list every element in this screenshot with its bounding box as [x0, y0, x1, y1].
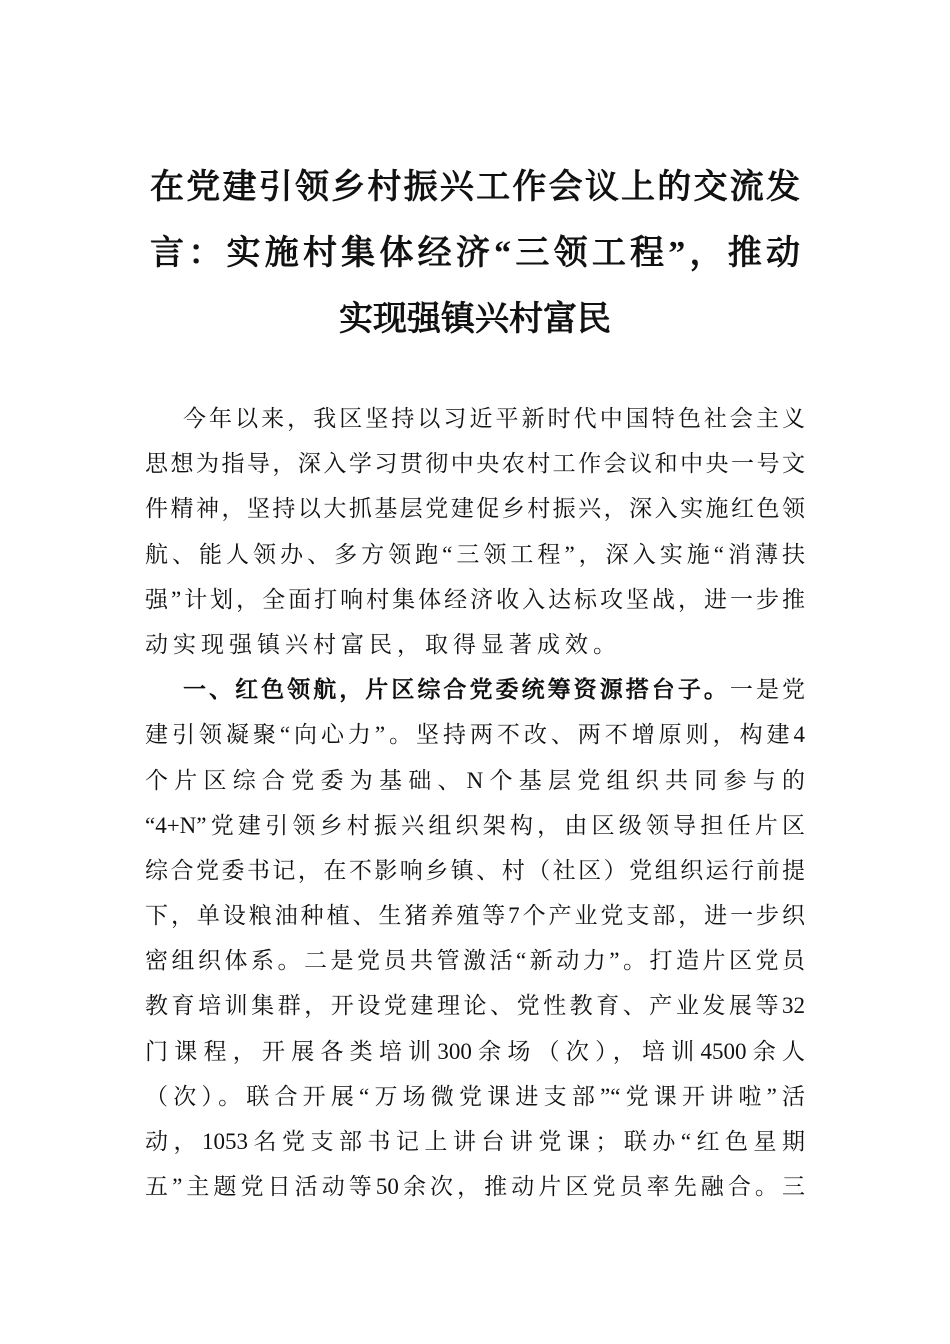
document-title — [150, 160, 800, 358]
text-run: 一是党 — [729, 677, 806, 703]
title-line: 言：实施村集体经济“三领工程”，推动 — [150, 235, 800, 272]
text-line: 个片区综合党委为基础、N个基层党组织共同参与的 — [145, 767, 805, 793]
text-line: 建引领凝聚“向心力”。坚持两不改、两不增原则，构建4 — [145, 722, 805, 748]
text-line: 下，单设粮油种植、生猪养殖等7个产业党支部，进一步织 — [145, 903, 805, 929]
section-heading: 一、红色领航，片区综合党委统筹资源搭台子。 — [183, 677, 730, 703]
text-line: 强”计划，全面打响村集体经济收入达标攻坚战，进一步推 — [145, 586, 805, 612]
text-line: 航、能人领办、多方领跑“三领工程”，深入实施“消薄扶 — [145, 541, 805, 567]
text-line — [145, 669, 805, 714]
text-line: 门课程，开展各类培训300余场（次），培训4500余人 — [145, 1038, 805, 1064]
text-line: 今年以来，我区坚持以习近平新时代中国特色社会主义 — [183, 406, 805, 431]
text-line: 思想为指导，深入学习贯彻中央农村工作会议和中央一号文 — [145, 451, 805, 477]
text-line: （次）。联合开展“万场微党课进支部”“党课开讲啦”活 — [145, 1083, 805, 1109]
text-line: 教育培训集群，开设党建理论、党性教育、产业发展等32 — [145, 993, 805, 1019]
paragraph-intro — [145, 398, 805, 669]
text-line: 综合党委书记，在不影响乡镇、村（社区）党组织运行前提 — [145, 857, 805, 883]
text-line: 件精神，坚持以大抓基层党建促乡村振兴，深入实施红色领 — [145, 496, 805, 522]
title-line: 在党建引领乡村振兴工作会议上的交流发 — [150, 169, 800, 206]
paragraph-section-1 — [145, 669, 805, 1211]
text-line: 五”主题党日活动等50余次，推动片区党员率先融合。三 — [145, 1174, 805, 1200]
text-line: 动实现强镇兴村富民，取得显著成效。 — [145, 631, 621, 657]
text-line: 密组织体系。二是党员共管激活“新动力”。打造片区党员 — [145, 948, 805, 974]
document-body — [145, 398, 805, 1211]
text-line: 动，1053名党支部书记上讲台讲党课；联办“红色星期 — [145, 1129, 805, 1154]
text-line: “4+N”党建引领乡村振兴组织架构，由区级领导担任片区 — [145, 812, 805, 838]
title-line: 实现强镇兴村富民 — [339, 301, 611, 338]
